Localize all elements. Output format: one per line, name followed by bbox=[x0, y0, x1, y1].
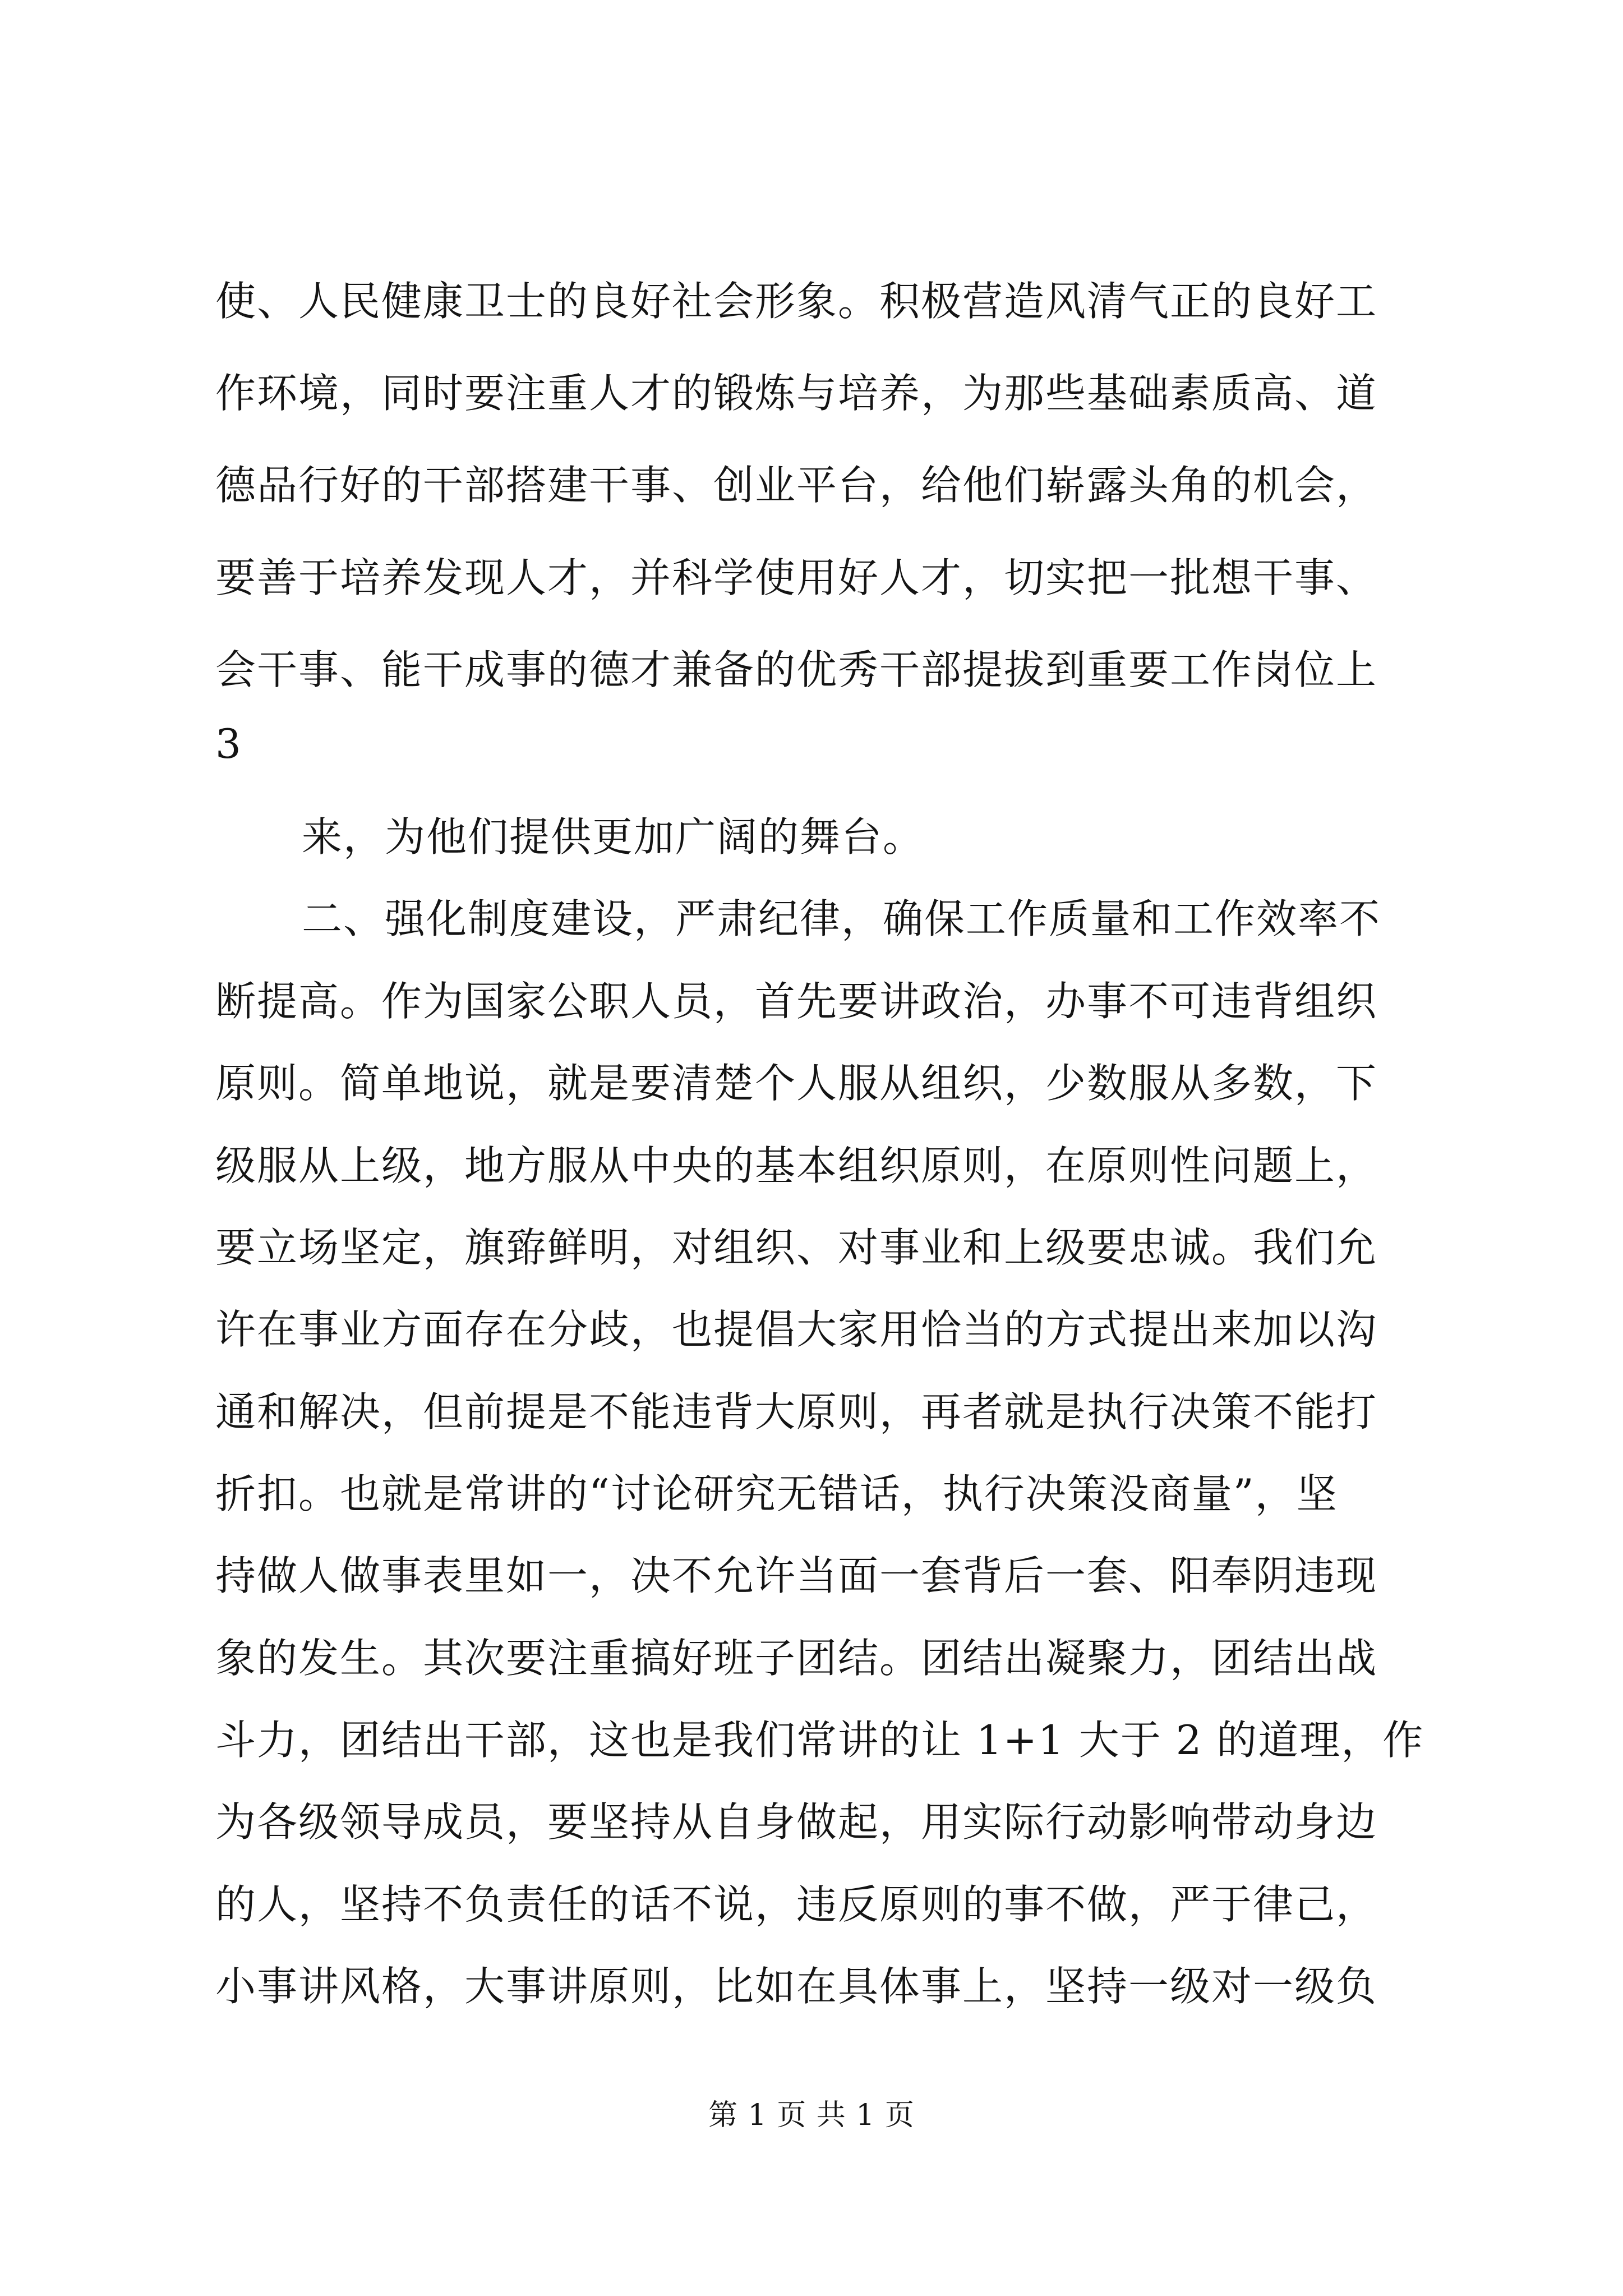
text-line: 要善于培养发现人才，并科学使用好人才，切实把一批想干事、 bbox=[215, 554, 1378, 601]
text-line: 通和解决，但前提是不能违背大原则，再者就是执行决策不能打 bbox=[215, 1388, 1378, 1435]
text-line: 斗力，团结出干部，这也是我们常讲的让 1+1 大于 2 的道理，作 bbox=[215, 1717, 1424, 1764]
text-line: 象的发生。其次要注重搞好班子团结。团结出凝聚力，团结出战 bbox=[215, 1635, 1378, 1682]
text-line: 许在事业方面存在分歧，也提倡大家用恰当的方式提出来加以沟 bbox=[215, 1306, 1378, 1353]
text-line: 小事讲风格，大事讲原则，比如在具体事上，坚持一级对一级负 bbox=[215, 1963, 1378, 2010]
text-line: 来，为他们提供更加广阔的舞台。 bbox=[302, 813, 925, 861]
text-line: 会干事、能干成事的德才兼备的优秀干部提拔到重要工作岗位上 bbox=[215, 646, 1378, 693]
text-line: 原则。简单地说，就是要清楚个人服从组织，少数服从多数，下 bbox=[215, 1060, 1378, 1107]
paragraph-heading-line: 二、强化制度建设，严肃纪律，确保工作质量和工作效率不 bbox=[302, 895, 1381, 942]
text-line: 要立场坚定，旗臶鲜明，对组织、对事业和上级要忠诚。我们允 bbox=[215, 1224, 1378, 1271]
text-line: 的人，坚持不负责任的话不说，违反原则的事不做，严于律己， bbox=[215, 1881, 1378, 1928]
text-line: 使、人民健康卫士的良好社会形象。积极营造风清气正的良好工 bbox=[215, 278, 1378, 325]
text-line: 为各级领导成员，要坚持从自身做起，用实际行动影响带动身边 bbox=[215, 1798, 1378, 1846]
text-line: 级服从上级，地方服从中央的基本组织原则，在原则性问题上， bbox=[215, 1142, 1378, 1189]
page-number-marker: 3 bbox=[215, 720, 242, 767]
text-line: 作环境，同时要注重人才的锻炼与培养，为那些基础素质高、道 bbox=[215, 370, 1378, 417]
text-line: 断提高。作为国家公职人员，首先要讲政治，办事不可违背组织 bbox=[215, 978, 1378, 1025]
text-line: 持做人做事表里如一，决不允许当面一套背后一套、阳奉阴违现 bbox=[215, 1552, 1378, 1599]
text-line: 德品行好的干部搭建干事、创业平台，给他们崭露头角的机会， bbox=[215, 462, 1378, 509]
page-footer: 第 1 页 共 1 页 bbox=[708, 2099, 915, 2132]
text-line: 折扣。也就是常讲的“讨论研究无错话，执行决策没商量”，坚 bbox=[215, 1470, 1338, 1517]
